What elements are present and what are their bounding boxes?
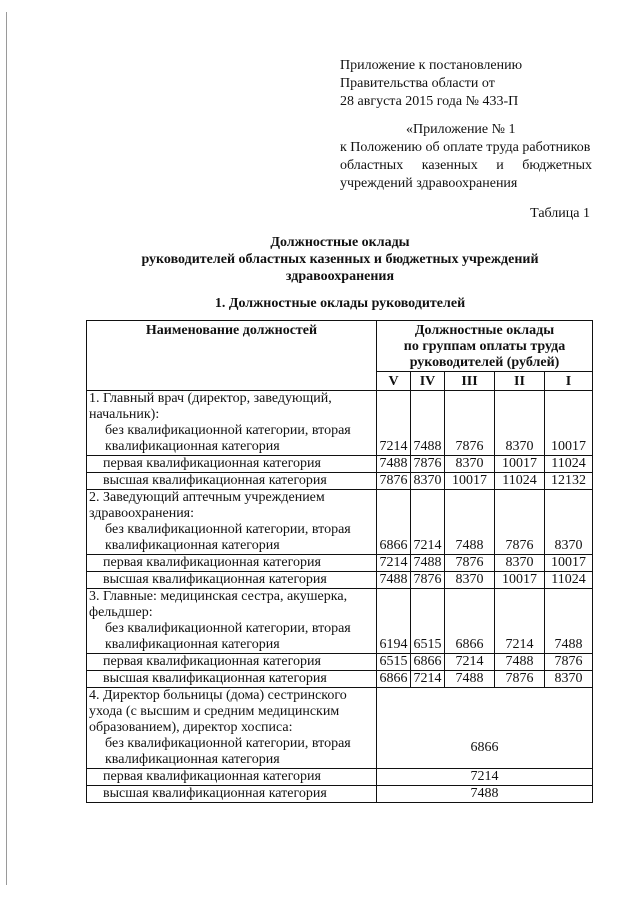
document-title-line: руководителей областных казенных и бюджетных учреждений <box>141 252 539 267</box>
table-row <box>87 786 593 803</box>
salary-cell: 11024 <box>545 572 593 589</box>
category-label: без квалификационной категории, вторая квалификационная категория <box>105 736 351 767</box>
salary-cell: 7876 <box>495 671 545 688</box>
position-title-cell <box>87 589 377 654</box>
group-header: IV <box>411 372 445 391</box>
table-number: Таблица 1 <box>530 206 590 221</box>
column-header-salary-line: руководителей (рублей) <box>409 355 560 370</box>
salary-cell: 10017 <box>495 572 545 589</box>
salary-cell: 6866 <box>445 589 495 654</box>
table-row <box>87 555 593 572</box>
position-title: 4. Директор больницы (дома) сестринского ухода (с высшим и средним медицинским образованием), директор хосписа: <box>89 688 347 735</box>
scan-edge-line <box>6 12 7 885</box>
column-header-salary-line: по группам оплаты труда <box>403 339 566 354</box>
category-label: без квалификационной категории, вторая квалификационная категория <box>105 522 351 553</box>
position-title-cell <box>87 391 377 456</box>
salary-cell: 7488 <box>445 490 495 555</box>
salary-cell: 7488 <box>495 654 545 671</box>
table-row <box>87 654 593 671</box>
table-row <box>87 589 593 654</box>
salary-cell: 6866 <box>377 671 411 688</box>
group-header: V <box>377 372 411 391</box>
salary-cell: 8370 <box>545 671 593 688</box>
salary-cell: 6866 <box>411 654 445 671</box>
decree-header-line: Правительства области от <box>340 76 495 91</box>
table-row <box>87 572 593 589</box>
salary-cell: 11024 <box>495 473 545 490</box>
annex-line: учреждений здравоохранения <box>340 176 518 191</box>
salary-cell-merged: 7214 <box>377 769 593 786</box>
decree-header-line: Приложение к постановлению <box>340 58 523 73</box>
table-row <box>87 391 593 456</box>
salary-cell: 6515 <box>377 654 411 671</box>
salary-cell-merged: 6866 <box>377 688 593 769</box>
group-header: II <box>495 372 545 391</box>
salary-cell: 6194 <box>377 589 411 654</box>
salary-cell: 10017 <box>545 391 593 456</box>
salary-cell: 7214 <box>411 671 445 688</box>
table-row <box>87 769 593 786</box>
category-label: первая квалификационная категория <box>87 769 377 786</box>
table-row <box>87 671 593 688</box>
section-title: 1. Должностные оклады руководителей <box>214 296 466 311</box>
salary-cell: 7876 <box>495 490 545 555</box>
document-title-line: здравоохранения <box>285 269 395 284</box>
salary-cell: 7488 <box>545 589 593 654</box>
salary-cell-merged: 7488 <box>377 786 593 803</box>
salary-cell: 7488 <box>377 456 411 473</box>
column-header-salary <box>377 321 593 372</box>
category-label: высшая квалификационная категория <box>87 473 377 490</box>
salary-cell: 10017 <box>545 555 593 572</box>
group-header: III <box>445 372 495 391</box>
table-row <box>87 688 593 769</box>
table-row <box>87 456 593 473</box>
group-header: I <box>545 372 593 391</box>
table-header-row <box>87 321 593 372</box>
salary-cell: 11024 <box>545 456 593 473</box>
salary-cell: 7488 <box>377 572 411 589</box>
salary-cell: 10017 <box>495 456 545 473</box>
salary-cell: 8370 <box>495 391 545 456</box>
salary-cell: 7214 <box>411 490 445 555</box>
column-header-name: Наименование должностей <box>87 321 377 391</box>
decree-header <box>340 57 592 111</box>
salary-cell: 7876 <box>411 572 445 589</box>
salary-cell: 7876 <box>445 391 495 456</box>
salary-cell: 8370 <box>545 490 593 555</box>
salary-cell: 6866 <box>377 490 411 555</box>
position-title-cell <box>87 688 377 769</box>
column-header-salary-line: Должностные оклады <box>414 323 555 338</box>
table-row <box>87 473 593 490</box>
document-title <box>90 234 590 285</box>
salary-cell: 7876 <box>411 456 445 473</box>
salary-cell: 7214 <box>495 589 545 654</box>
salary-cell: 7488 <box>445 671 495 688</box>
salary-cell: 6515 <box>411 589 445 654</box>
category-label: первая квалификационная категория <box>87 654 377 671</box>
salary-cell: 12132 <box>545 473 593 490</box>
salary-cell: 7214 <box>377 555 411 572</box>
salary-cell: 7214 <box>445 654 495 671</box>
position-title-cell <box>87 490 377 555</box>
salary-cell: 8370 <box>411 473 445 490</box>
salary-cell: 7876 <box>545 654 593 671</box>
category-label: без квалификационной категории, вторая квалификационная категория <box>105 621 351 652</box>
salary-cell: 7876 <box>445 555 495 572</box>
salary-cell: 7876 <box>377 473 411 490</box>
salary-cell: 8370 <box>445 572 495 589</box>
category-label: высшая квалификационная категория <box>87 671 377 688</box>
decree-header-line: 28 августа 2015 года № 433-П <box>340 94 519 109</box>
category-label: высшая квалификационная категория <box>87 786 377 803</box>
category-label: первая квалификационная категория <box>87 555 377 572</box>
salary-cell: 8370 <box>495 555 545 572</box>
salary-cell: 7488 <box>411 391 445 456</box>
category-label: высшая квалификационная категория <box>87 572 377 589</box>
table-row <box>87 490 593 555</box>
salary-table <box>86 320 593 803</box>
salary-cell: 8370 <box>445 456 495 473</box>
position-title: 2. Заведующий аптечным учреждением здравоохранения: <box>89 490 325 521</box>
annex-line: областных казенных и бюджетных <box>340 158 592 173</box>
position-title: 3. Главные: медицинская сестра, акушерка, фельдшер: <box>89 589 348 620</box>
category-label: первая квалификационная категория <box>87 456 377 473</box>
salary-cell: 10017 <box>445 473 495 490</box>
salary-cell: 7488 <box>411 555 445 572</box>
annex-reference <box>340 121 592 193</box>
annex-number: «Приложение № 1 <box>406 122 516 137</box>
annex-line: к Положению об оплате труда работников <box>340 140 591 155</box>
category-label: без квалификационной категории, вторая квалификационная категория <box>105 423 351 454</box>
document-title-line: Должностные оклады <box>270 235 410 250</box>
position-title: 1. Главный врач (директор, заведующий, начальник): <box>89 391 332 422</box>
salary-cell: 7214 <box>377 391 411 456</box>
